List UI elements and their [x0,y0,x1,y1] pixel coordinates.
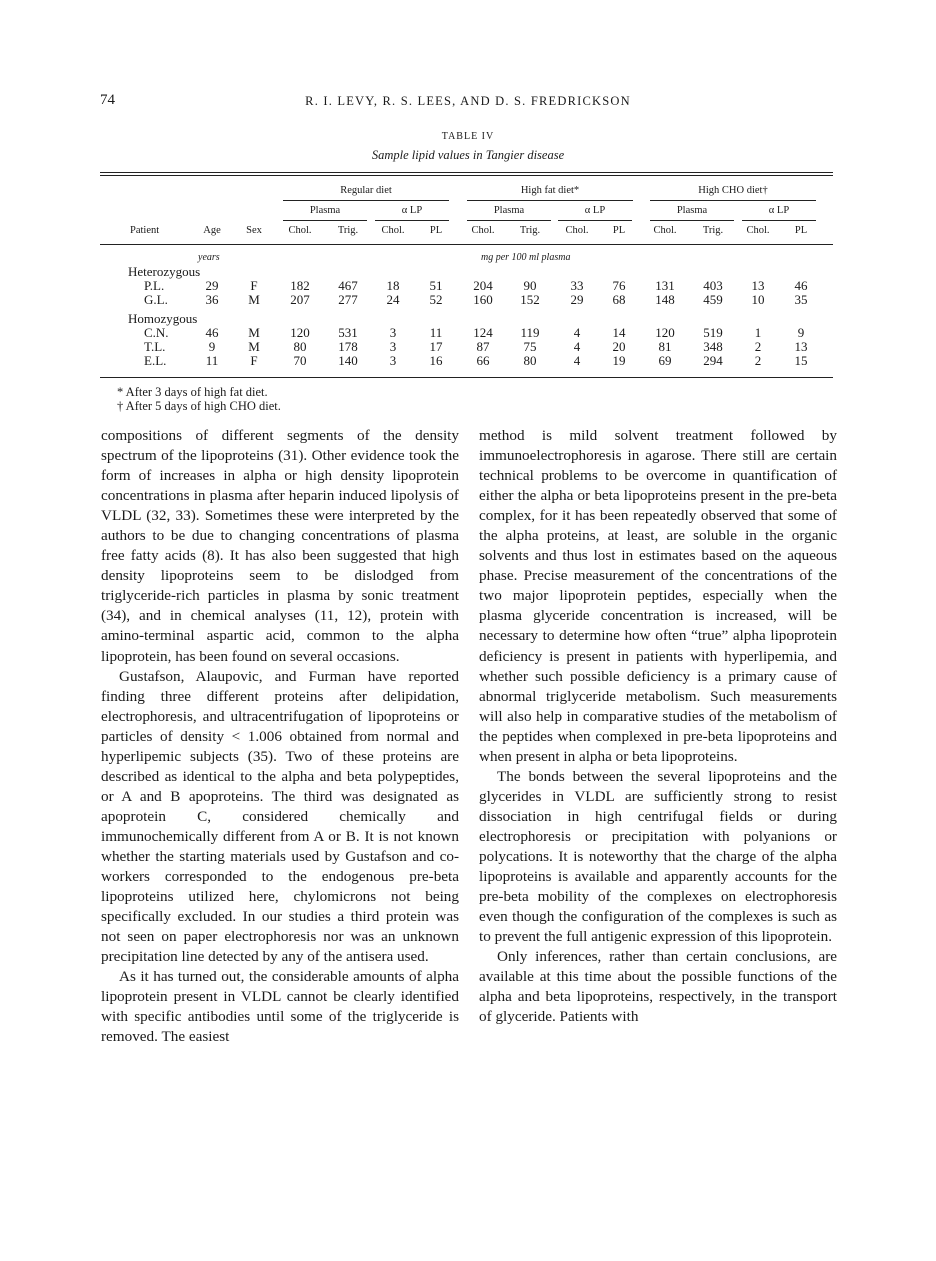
cell-value: 3 [389,325,397,340]
cell-value: 80 [293,339,307,354]
cell-value: 2 [754,339,762,354]
cell-value: 403 [703,278,723,293]
paragraph: Only inferences, rather than certain conclusions, are available at this time about the possible functions of the alpha and beta lipoproteins, respectively, in the transport of glyceride. Patients with [479,948,837,1026]
cell-value: 204 [473,278,493,293]
cell-value: 19 [612,353,626,368]
cell-value: 160 [473,292,493,307]
cell-sex: M [248,292,260,307]
rule-high-fat [467,200,633,201]
cell-value: 80 [523,353,537,368]
diet-header-regular: Regular diet [340,185,392,196]
sub-header-plasma: Plasma [493,205,525,216]
table-footnote: † After 5 days of high CHO diet. [117,399,281,413]
cell-sex: M [248,339,260,354]
cell-value: 9 [797,325,805,340]
cell-age: 46 [205,325,219,340]
cell-value: 81 [658,339,672,354]
cell-patient: T.L. [144,339,166,354]
col-header-sex: Sex [246,225,262,236]
right-column [479,426,837,1027]
cell-value: 16 [429,353,443,368]
col-header-patient: Patient [130,225,160,236]
paragraph: Gustafson, Alaupovic, and Furman have reported finding three different proteins after delipidation, electrophoresis, and ultracentrifugation of lipoproteins or particles of density < 1.006 obtained from normal and hyperlipemic subjects (35). Two of these proteins are described as identical to the alpha and beta polypeptides, or A and B apoproteins. The third was designated as apoprotein C, considered chemically and immunochemically different from A or B. It is not known whether the starting materials used by Gustafson and co-workers corresponded to the endogenous pre-beta lipoproteins utilized here, chylomicrons not being specifically excluded. In our studies a third protein was not seen on paper electrophoresis nor was an unknown precipitation line detected by any of the antisera used. [101,667,459,966]
paragraph: method is mild solvent treatment followed by immunoelectrophoresis in agarose. There still are certain technical problems to be overcome in quantification of either the alpha or beta lipoproteins present in the pre-beta complex, for it has been repeatedly observed that some of the alpha proteins, at least, are soluble in the organic solvents and thus lost in estimates based on the aqueous phase. Precise measurement of the concentrations of the two major lipoprotein peptides, especially when the plasma glyceride concentration is increased, will be necessary to determine how often “true” alpha lipoprotein deficiency is present in patients with hyperlipemia, and whether such possible deficiency is a primary cause of abnormal triglyceride metabolism. Such measurements will also help in comparative studies of the metabolism of the peptides when complexed in pre-beta lipoproteins and when present in alpha or beta lipoproteins. [479,427,837,765]
cell-value: 68 [612,292,626,307]
left-column [101,426,459,1047]
sub-rule [467,220,551,221]
cell-value: 29 [570,292,584,307]
paragraph: The bonds between the several lipoproteins and the glycerides in VLDL are sufficiently strong to resist dissociation in high centrifugal fields or during electrophoresis or precipitation with polyanions or polycations. It is noteworthy that the charge of the alpha lipoproteins is available and apparently accounts for the pre-beta mobility of the complexes on electrophoresis even though the configuration of the complexes is such as to prevent the full antigenic expression of this lipoprotein. [479,767,837,946]
diet-header-high-fat: High fat diet* [520,185,580,196]
cell-sex: F [250,278,258,293]
cell-value: 13 [794,339,808,354]
col-header-pl: PL [794,225,808,236]
cell-value: 14 [612,325,626,340]
cell-value: 51 [429,278,443,293]
cell-value: 70 [293,353,307,368]
cell-sex: F [250,353,258,368]
col-header-pl: PL [612,225,626,236]
table-top-rule-2 [100,175,833,176]
diet-header-high-cho: High CHO diet† [698,185,768,196]
cell-patient: E.L. [144,353,167,368]
sub-header-plasma: Plasma [309,205,341,216]
cell-value: 76 [612,278,626,293]
cell-value: 140 [338,353,358,368]
cell-value: 4 [573,353,581,368]
sub-header-alpha-lp: α LP [401,205,423,216]
table-top-rule [100,172,833,173]
cell-value: 15 [794,353,808,368]
sub-rule [283,220,367,221]
col-header-chol: Chol. [381,225,405,236]
sub-rule [375,220,449,221]
cell-value: 20 [612,339,626,354]
sub-header-alpha-lp: α LP [768,205,790,216]
cell-value: 18 [386,278,400,293]
cell-value: 131 [655,278,675,293]
paragraph: As it has turned out, the considerable amounts of alpha lipoprotein present in VLDL cannot be clearly identified with specific antibodies until some of the triglyceride is removed. The easiest [101,968,459,1046]
sub-rule [650,220,734,221]
cell-value: 152 [520,292,540,307]
col-header-chol: Chol. [288,225,312,236]
sub-header-plasma: Plasma [676,205,708,216]
col-header-trig: Trig. [702,225,724,236]
cell-value: 531 [338,325,358,340]
cell-value: 13 [751,278,765,293]
cell-value: 35 [794,292,808,307]
paragraph: compositions of different segments of the density spectrum of the lipoproteins (31). Other evidence took the form of increases in alpha or high density lipoprotein concentrations in plasma after heparin induced lipolysis of VLDL (32, 33). Sometimes these were interpreted by the authors to be due to changing concentrations of plasma free fatty acids (8). It has also been suggested that high density lipoproteins seem to be dislodged from triglyceride-rich particles in plasma by sonic treatment (34), and in chemical analyses (11, 12), protein with amino-terminal aspartic acid, common to the alpha lipoprotein, has been found on several occasions. [101,427,459,665]
cell-value: 66 [476,353,490,368]
rule-regular [283,200,449,201]
cell-age: 36 [205,292,219,307]
cell-value: 467 [338,278,358,293]
cell-value: 87 [476,339,490,354]
table-footnote: * After 3 days of high fat diet. [117,385,268,399]
cell-age: 11 [205,353,219,368]
cell-value: 4 [573,339,581,354]
col-header-chol: Chol. [746,225,770,236]
cell-value: 11 [429,325,443,340]
cell-value: 3 [389,353,397,368]
rule-high-cho [650,200,816,201]
cell-patient: P.L. [144,278,165,293]
cell-value: 459 [703,292,723,307]
cell-patient: G.L. [144,292,168,307]
cell-value: 24 [386,292,400,307]
col-header-pl: PL [429,225,443,236]
col-header-trig: Trig. [337,225,359,236]
cell-age: 9 [208,339,216,354]
cell-value: 348 [703,339,723,354]
page-number: 74 [100,92,115,108]
units-age: years [198,252,220,263]
sub-rule [558,220,632,221]
cell-value: 46 [794,278,808,293]
group-label: Homozygous [128,311,198,326]
cell-patient: C.N. [144,325,169,340]
cell-value: 277 [338,292,358,307]
cell-age: 29 [205,278,219,293]
cell-value: 120 [655,325,675,340]
cell-value: 17 [429,339,443,354]
running-head: R. I. LEVY, R. S. LEES, AND D. S. FREDRICKSON [305,94,631,108]
col-header-age: Age [203,225,221,236]
cell-value: 124 [473,325,493,340]
cell-value: 207 [290,292,310,307]
cell-value: 2 [754,353,762,368]
col-header-chol: Chol. [565,225,589,236]
table-bottom-rule [100,377,833,378]
group-label: Heterozygous [128,264,201,279]
cell-value: 90 [523,278,537,293]
cell-value: 519 [703,325,723,340]
cell-value: 33 [570,278,584,293]
cell-value: 182 [290,278,310,293]
cell-value: 10 [751,292,765,307]
cell-value: 3 [389,339,397,354]
cell-value: 52 [429,292,443,307]
col-header-chol: Chol. [653,225,677,236]
sub-rule [742,220,816,221]
table-header-rule [100,244,833,245]
cell-value: 294 [703,353,723,368]
cell-value: 75 [523,339,537,354]
cell-sex: M [248,325,260,340]
units-values: mg per 100 ml plasma [481,252,571,263]
cell-value: 1 [754,325,762,340]
col-header-chol: Chol. [471,225,495,236]
cell-value: 69 [658,353,672,368]
table-caption: Sample lipid values in Tangier disease [371,148,565,162]
cell-value: 4 [573,325,581,340]
cell-value: 178 [338,339,358,354]
cell-value: 148 [655,292,675,307]
cell-value: 120 [290,325,310,340]
col-header-trig: Trig. [519,225,541,236]
table-label: TABLE IV [441,131,495,142]
cell-value: 119 [520,325,540,340]
sub-header-alpha-lp: α LP [584,205,606,216]
